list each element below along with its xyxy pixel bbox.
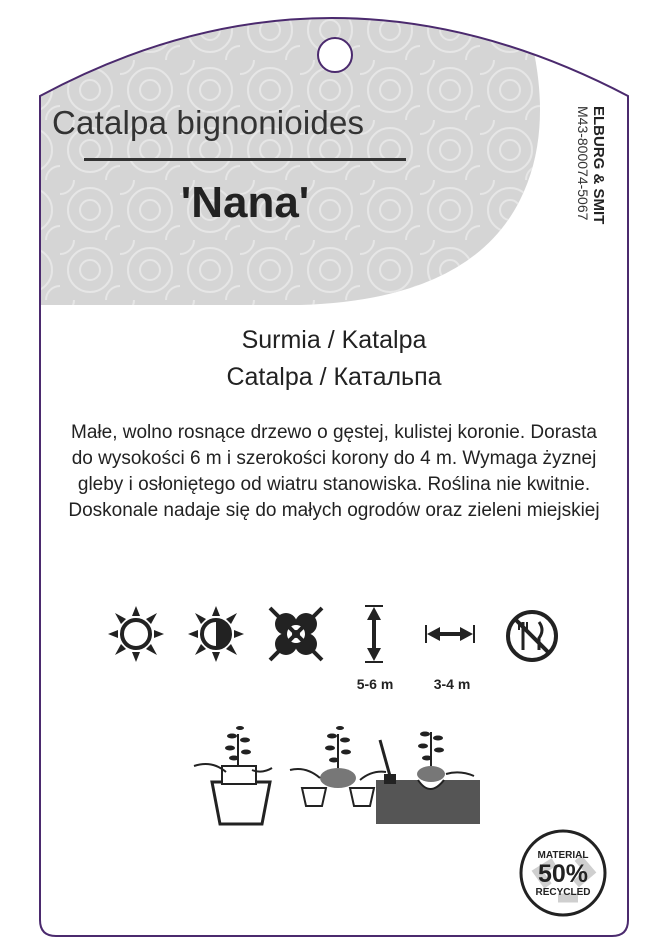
half-shade-icon xyxy=(188,606,244,662)
cultivar-name: 'Nana' xyxy=(180,178,310,227)
planting-step-icon xyxy=(290,726,386,806)
planting-step-icon xyxy=(376,732,480,825)
brand-name: ELBURG & SMIT xyxy=(590,106,607,225)
hang-hole xyxy=(318,38,352,72)
recycled-badge-icon xyxy=(518,828,608,918)
badge-percent: 50% xyxy=(537,860,589,888)
sun-icon xyxy=(108,606,164,662)
planting-instructions xyxy=(190,716,480,828)
badge-top-text: MATERIAL xyxy=(537,850,589,861)
width-arrow-icon xyxy=(426,625,474,643)
no-flowers-icon xyxy=(270,608,322,660)
planting-step-icon xyxy=(194,726,272,824)
description: Małe, wolno rosnące drzewo o gęstej, kulistej koronie. Dorasta do wysokości 6 m i szerokości korony do 4 m. Wymaga żyznej gleby i osłoniętego od wiatru stanowiska. Roślina nie kwitnie. Doskonale nadaje się do małych ogrodów oraz zieleni miejskiej xyxy=(68,422,600,521)
common-name-other: Catalpa / Катальпа xyxy=(226,363,442,391)
product-code: M43-800074-5067 xyxy=(575,106,591,221)
latin-name: Catalpa bignonioides xyxy=(52,104,365,141)
height-label: 5-6 m xyxy=(356,676,394,692)
care-icons xyxy=(104,600,504,672)
not-edible-icon xyxy=(502,604,562,668)
width-label: 3-4 m xyxy=(433,676,471,692)
common-names xyxy=(0,322,668,396)
common-name-pl: Surmia / Katalpa xyxy=(241,326,427,354)
height-arrow-icon xyxy=(365,606,383,662)
badge-bottom-text: RECYCLED xyxy=(535,887,591,898)
title-divider xyxy=(84,158,406,161)
